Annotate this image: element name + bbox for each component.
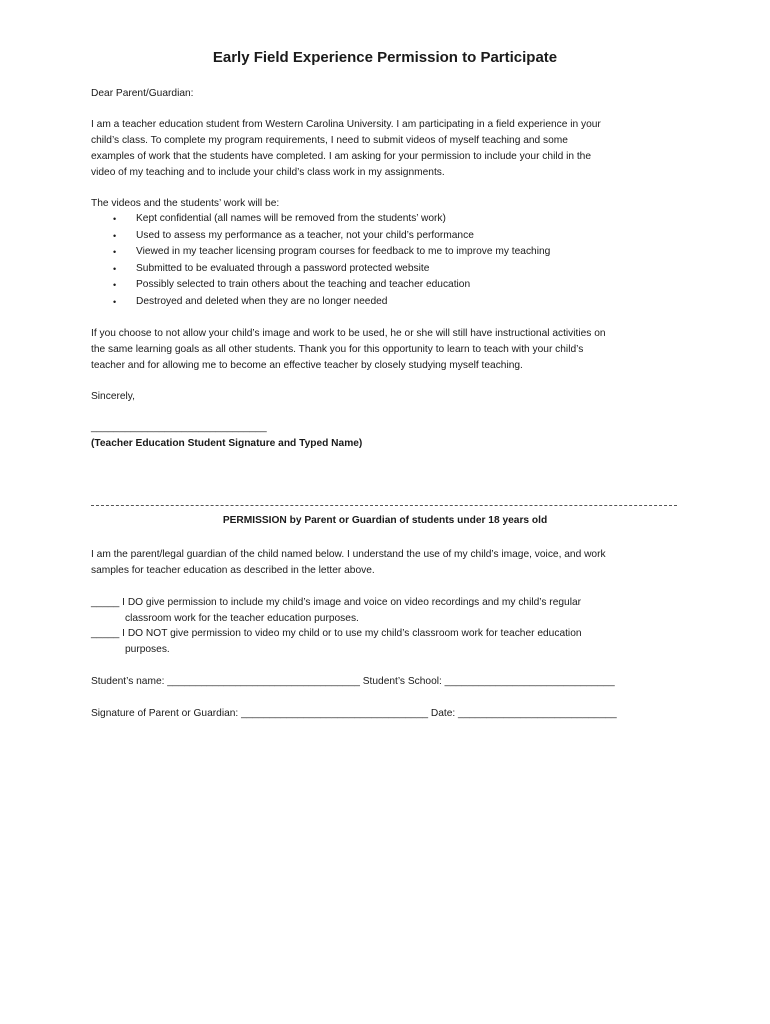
closing-line: If you choose to not allow your child’s image and work to be used, he or she will still have instructional activities on (91, 328, 606, 339)
sincerely: Sincerely, (91, 391, 135, 402)
list-item-text: Submitted to be evaluated through a password protected website (136, 262, 430, 274)
list-item (108, 228, 550, 245)
list-item (108, 294, 550, 311)
bullet-icon: • (113, 263, 117, 274)
closing-line: the same learning goals as all other students. Thank you for this opportunity to learn to teach with your child’s (91, 344, 584, 355)
list-item-text: Viewed in my teacher licensing program courses for feedback to me to improve my teaching (136, 246, 551, 258)
list-item-text: Possibly selected to train others about the teaching and teacher education (136, 279, 471, 291)
bullet-icon: • (113, 230, 117, 241)
guardian-line: I am the parent/legal guardian of the child named below. I understand the use of my child’s image, voice, and work (91, 549, 606, 560)
intro-paragraph (91, 117, 691, 181)
list-intro: The videos and the students’ work will be: (91, 198, 280, 209)
student-info-row[interactable]: Student’s name: __________________________________ Student’s School: ______________________________ (91, 676, 615, 687)
bullet-icon: • (113, 214, 117, 224)
option-deny-permission[interactable] (91, 626, 691, 658)
usage-list (108, 211, 550, 311)
list-item-text: Destroyed and deleted when they are no longer needed (136, 295, 388, 307)
cut-line-divider (91, 505, 677, 506)
option-give-permission[interactable] (91, 595, 691, 627)
option-deny-line: _____ I DO NOT give permission to video my child or to use my child’s classroom work for teacher education (91, 628, 582, 639)
intro-line: child’s class. To complete my program requirements, I need to submit videos of myself teaching and some (91, 135, 568, 146)
option-deny-line: purposes. (125, 644, 170, 655)
intro-line: video of my teaching and to include your child’s class work in my assignments. (91, 167, 445, 178)
list-item (108, 277, 550, 294)
option-give-line: _____ I DO give permission to include my child’s image and voice on video recordings and my child’s regular (91, 597, 582, 608)
list-item (108, 261, 550, 278)
option-give-line: classroom work for the teacher education purposes. (125, 613, 359, 624)
closing-paragraph (91, 326, 691, 374)
teacher-signature-line[interactable]: _______________________________ (91, 422, 267, 433)
list-item (108, 244, 550, 261)
document-title: Early Field Experience Permission to Participate (212, 49, 558, 66)
guardian-signature-row[interactable]: Signature of Parent or Guardian: _________________________________ Date: ____________________________ (91, 708, 617, 719)
guardian-line: samples for teacher education as described in the letter above. (91, 565, 375, 576)
list-item (108, 211, 550, 228)
permission-heading: PERMISSION by Parent or Guardian of students under 18 years old (222, 515, 548, 526)
closing-line: teacher and for allowing me to become an effective teacher by closely studying myself teaching. (91, 360, 523, 371)
guardian-statement (91, 547, 691, 579)
bullet-icon: • (113, 280, 117, 291)
bullet-icon: • (113, 296, 117, 307)
intro-line: examples of work that the students have completed. I am asking for your permission to include your child in the (91, 151, 592, 162)
bullet-icon: • (113, 247, 117, 258)
intro-line: I am a teacher education student from Western Carolina University. I am participating in a field experience in your (91, 119, 601, 130)
list-item-text: Used to assess my performance as a teacher, not your child’s performance (136, 229, 474, 241)
teacher-signature-caption: (Teacher Education Student Signature and Typed Name) (91, 438, 363, 449)
list-item-text: Kept confidential (all names will be removed from the students’ work) (136, 213, 446, 224)
greeting: Dear Parent/Guardian: (91, 88, 194, 99)
